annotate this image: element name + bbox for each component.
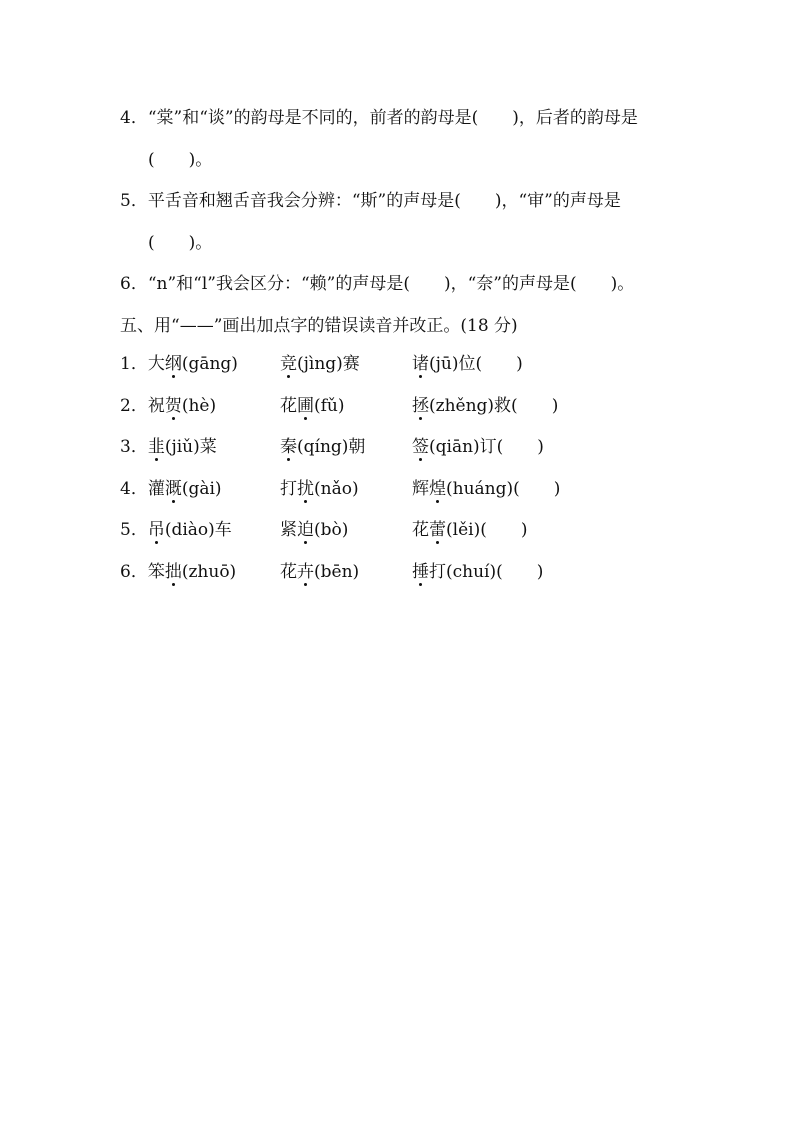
dotted-char: 签 [412,437,429,457]
row-5-item-c [412,519,527,541]
char-pre: 打 [280,479,297,499]
dotted-char: 贺 [164,396,182,416]
row-4-item-a [120,478,222,500]
dotted-char: 拯 [412,396,429,416]
pinyin: (huáng)( ) [446,479,561,499]
row-3-item-b [280,436,365,458]
row-1-item-a [120,353,238,375]
row-1-item-b [280,353,360,375]
pinyin: (diào)车 [164,520,232,540]
row-2-item-b [280,395,345,417]
char-pre: 灌 [147,479,165,499]
dotted-char: 秦 [280,437,297,457]
pinyin: (nǎo) [314,479,359,499]
dotted-char: 溉 [164,479,182,499]
char-pre: 花 [280,396,297,416]
pinyin: (gāng) [181,354,238,374]
pinyin: (jiǔ)菜 [164,437,217,457]
row-4-item-b [280,478,359,500]
row-6-item-a [120,561,236,583]
row-2-item-c [412,395,558,417]
row-number: 5． [120,520,148,540]
row-5-item-b [280,519,348,541]
dotted-char: 纲 [164,354,182,374]
pinyin: (jū)位( ) [429,354,523,374]
row-6-item-c [412,561,543,583]
row-6-item-b [280,561,359,583]
dotted-char: 迫 [297,520,314,540]
char-pre: 花 [280,562,297,582]
row-3-item-c [412,436,544,458]
dotted-char: 韭 [147,437,165,457]
pinyin: (fǔ) [314,396,345,416]
dotted-char: 煌 [429,479,446,499]
row-number: 6． [120,562,148,582]
section-5-heading: 五、用“——”画出加点字的错误读音并改正。(18 分) [120,316,518,336]
row-number: 3． [120,437,148,457]
dotted-char: 扰 [297,479,314,499]
question-6-line: 6．“n”和“l”我会区分：“赖”的声母是( )，“奈”的声母是( )。 [120,274,635,294]
dotted-char: 圃 [297,396,314,416]
pinyin: (zhěng)救( ) [429,396,559,416]
pinyin: (zhuō) [181,562,237,582]
pinyin: (jìng)赛 [297,354,360,374]
dotted-char: 捶 [412,562,429,582]
question-5-line-1: 5．平舌音和翘舌音我会分辨：“斯”的声母是( )，“审”的声母是 [120,191,621,211]
pinyin: (hè) [181,396,217,416]
pinyin: (bēn) [314,562,360,582]
dotted-char: 吊 [147,520,165,540]
row-4-item-c [412,478,560,500]
row-2-item-a [120,395,216,417]
char-pre: 花 [412,520,429,540]
dotted-char: 竞 [280,354,297,374]
row-number: 2． [120,396,148,416]
pinyin: 打(chuí)( ) [429,562,544,582]
row-5-item-a [120,519,232,541]
pinyin: (bò) [314,520,349,540]
dotted-char: 诸 [412,354,429,374]
question-4-line-1: 4．“棠”和“谈”的韵母是不同的，前者的韵母是( )，后者的韵母是 [120,108,638,128]
dotted-char: 卉 [297,562,314,582]
row-3-item-a [120,436,217,458]
question-4-line-2: ( )。 [148,150,213,170]
question-5-line-2: ( )。 [148,233,213,253]
dotted-char: 蕾 [429,520,446,540]
char-pre: 辉 [412,479,429,499]
pinyin: (qiān)订( ) [429,437,544,457]
row-number: 4． [120,479,148,499]
char-pre: 笨 [147,562,165,582]
row-number: 1． [120,354,148,374]
char-pre: 大 [147,354,165,374]
row-1-item-c [412,353,523,375]
dotted-char: 拙 [164,562,182,582]
char-pre: 紧 [280,520,297,540]
char-pre: 祝 [147,396,165,416]
pinyin: (lěi)( ) [446,520,528,540]
pinyin: (gài) [181,479,222,499]
pinyin: (qíng)朝 [297,437,366,457]
